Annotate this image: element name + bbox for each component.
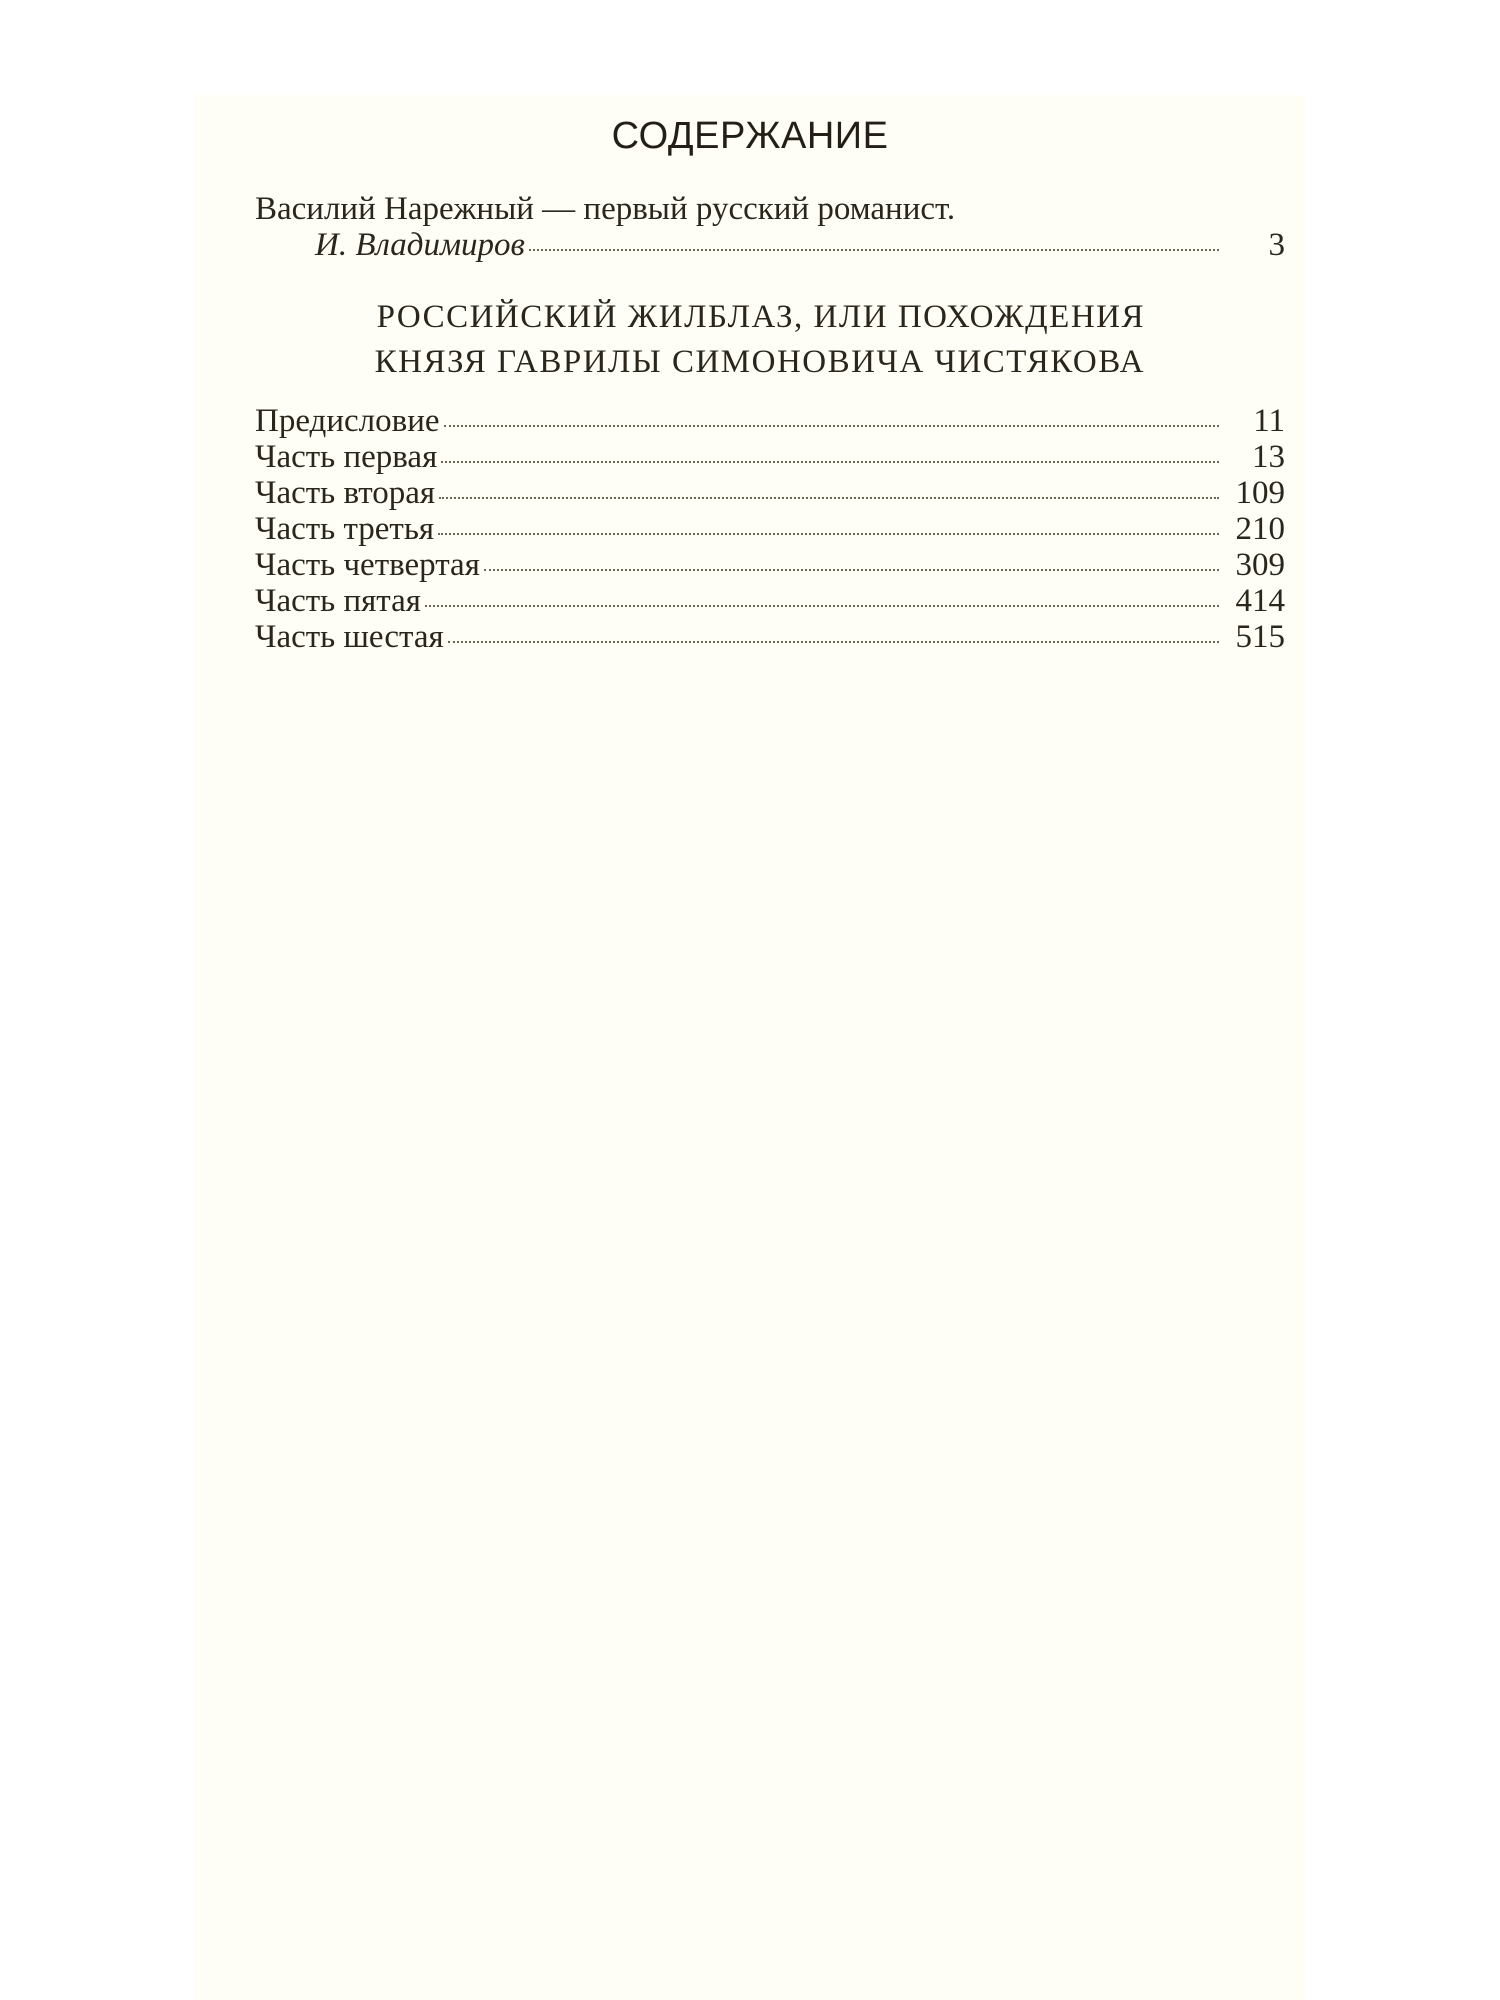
dot-leader <box>484 569 1219 571</box>
dot-leader <box>441 461 1219 463</box>
toc-row <box>255 583 1285 619</box>
toc-entry-label: Часть четвертая <box>255 547 480 583</box>
toc-entry-label: Предисловие <box>255 403 440 439</box>
toc-row <box>255 439 1285 475</box>
toc-page-number: 11 <box>1253 403 1285 439</box>
toc-page-number: 109 <box>1235 475 1285 511</box>
toc-row-intro-author <box>315 227 1285 263</box>
contents-heading: СОДЕРЖАНИЕ <box>611 115 889 157</box>
toc-page-number: 13 <box>1252 439 1285 475</box>
dot-leader <box>438 533 1219 535</box>
toc-entry-label: Часть первая <box>255 439 438 475</box>
book-page <box>195 95 1305 2000</box>
toc-row <box>255 403 1285 439</box>
dot-leader <box>425 605 1219 607</box>
novel-title-line-1: РОССИЙСКИЙ ЖИЛБЛАЗ, ИЛИ ПОХОЖДЕНИЯ <box>376 299 1145 335</box>
toc-entry-label: Часть вторая <box>255 475 436 511</box>
dot-leader <box>448 641 1219 643</box>
dot-leader <box>439 497 1219 499</box>
toc-entry-label: Часть пятая <box>255 583 421 619</box>
dot-leader <box>529 249 1219 251</box>
novel-title-line-2: КНЯЗЯ ГАВРИЛЫ СИМОНОВИЧА ЧИСТЯКОВА <box>374 344 1145 380</box>
toc-row <box>255 619 1285 655</box>
intro-essay-author: И. Владимиров <box>315 227 525 263</box>
dot-leader <box>444 425 1220 427</box>
toc-row <box>255 547 1285 583</box>
toc-page-number: 3 <box>1268 227 1285 263</box>
intro-essay-title: Василий Нарежный — первый русский романист. <box>255 191 956 227</box>
toc-row <box>255 475 1285 511</box>
toc-page-number: 414 <box>1235 583 1285 619</box>
toc-page-number: 309 <box>1235 547 1285 583</box>
toc-row <box>255 511 1285 547</box>
toc-page-number: 210 <box>1235 511 1285 547</box>
toc-page-number: 515 <box>1235 619 1285 655</box>
toc-entry-label: Часть третья <box>255 511 435 547</box>
toc-entry-label: Часть шестая <box>255 619 444 655</box>
